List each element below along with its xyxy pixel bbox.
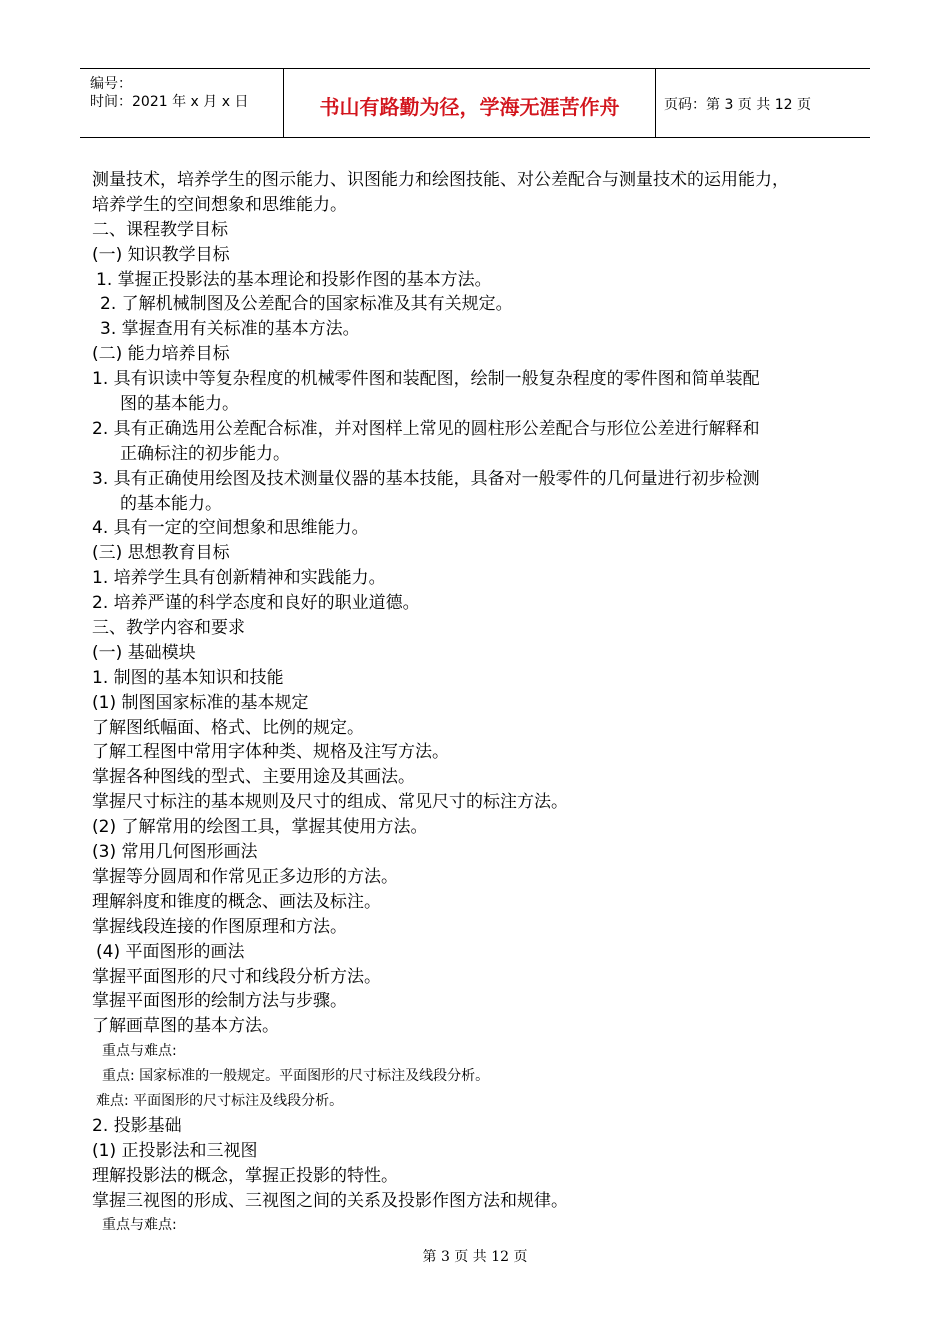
header-meta — [80, 69, 283, 137]
doc-number-label: 编号： — [90, 76, 132, 92]
body-line: 4. 具有一定的空间想象和思维能力。 — [92, 518, 369, 539]
body-line: 了解工程图中常用字体种类、规格及注写方法。 — [92, 742, 449, 763]
page-header — [80, 68, 870, 138]
body-line: 三、教学内容和要求 — [92, 618, 245, 639]
body-line: 1. 制图的基本知识和技能 — [92, 667, 284, 688]
body-line: (2) 了解常用的绘图工具，掌握其使用方法。 — [92, 817, 428, 838]
body-line: 1. 培养学生具有创新精神和实践能力。 — [92, 568, 386, 589]
body-line: (3) 常用几何图形画法 — [92, 842, 258, 863]
doc-date: 时间：2021 年 x 月 x 日 — [90, 94, 249, 110]
body-line: 掌握三视图的形成、三视图之间的关系及投影作图方法和规律。 — [92, 1190, 568, 1211]
body-line: 重点: 国家标准的一般规定。平面图形的尺寸标注及线段分析。 — [102, 1068, 490, 1085]
body-line: 重点与难点: — [102, 1217, 177, 1234]
body-line: (三) 思想教育目标 — [92, 543, 230, 564]
body-line: 2. 了解机械制图及公差配合的国家标准及其有关规定。 — [100, 294, 513, 315]
body-line: 重点与难点: — [102, 1043, 177, 1060]
document-body — [92, 168, 882, 1238]
body-line: 图的基本能力。 — [120, 394, 239, 415]
body-line: (一) 知识教学目标 — [92, 244, 230, 265]
body-line: 正确标注的初步能力。 — [120, 443, 290, 464]
header-page-info: 页码：第 3 页 共 12 页 — [664, 97, 811, 113]
body-line: 培养学生的空间想象和思维能力。 — [92, 194, 347, 215]
body-line: 2. 培养严谨的科学态度和良好的职业道德。 — [92, 593, 420, 614]
body-line: 掌握线段连接的作图原理和方法。 — [92, 916, 347, 937]
body-line: 掌握平面图形的尺寸和线段分析方法。 — [92, 966, 381, 987]
body-line: 1. 掌握正投影法的基本理论和投影作图的基本方法。 — [96, 269, 492, 290]
body-line: (1) 正投影法和三视图 — [92, 1140, 258, 1161]
body-line: (1) 制图国家标准的基本规定 — [92, 692, 309, 713]
body-line: (二) 能力培养目标 — [92, 344, 230, 365]
body-line: 的基本能力。 — [120, 493, 222, 514]
header-motto: 书山有路勤为径，学海无涯苦作舟 — [319, 95, 620, 119]
body-line: 2. 投影基础 — [92, 1115, 182, 1136]
body-line: 1. 具有识读中等复杂程度的机械零件图和装配图，绘制一般复杂程度的零件图和简单装配 — [92, 369, 760, 390]
page-footer: 第 3 页 共 12 页 — [422, 1249, 528, 1265]
body-line: 理解斜度和锥度的概念、画法及标注。 — [92, 891, 381, 912]
body-line: (4) 平面图形的画法 — [96, 941, 245, 962]
body-line: 二、课程教学目标 — [92, 219, 228, 240]
body-line: 难点: 平面图形的尺寸标注及线段分析。 — [96, 1092, 344, 1109]
body-line: 掌握尺寸标注的基本规则及尺寸的组成、常见尺寸的标注方法。 — [92, 792, 568, 813]
body-line: 了解画草图的基本方法。 — [92, 1016, 279, 1037]
body-line: (一) 基础模块 — [92, 642, 196, 663]
body-line: 掌握各种图线的型式、主要用途及其画法。 — [92, 767, 415, 788]
body-line: 测量技术，培养学生的图示能力、识图能力和绘图技能、对公差配合与测量技术的运用能力， — [92, 170, 789, 190]
header-motto-cell — [283, 69, 656, 137]
body-line: 掌握等分圆周和作常见正多边形的方法。 — [92, 866, 398, 887]
header-page-cell — [654, 69, 870, 137]
body-line: 3. 掌握查用有关标准的基本方法。 — [100, 319, 360, 340]
body-line: 掌握平面图形的绘制方法与步骤。 — [92, 991, 347, 1012]
body-line: 了解图纸幅面、格式、比例的规定。 — [92, 717, 364, 738]
body-line: 理解投影法的概念，掌握正投影的特性。 — [92, 1165, 398, 1186]
body-line: 3. 具有正确使用绘图及技术测量仪器的基本技能，具备对一般零件的几何量进行初步检测 — [92, 468, 760, 489]
body-line: 2. 具有正确选用公差配合标准，并对图样上常见的圆柱形公差配合与形位公差进行解释和 — [92, 418, 760, 439]
